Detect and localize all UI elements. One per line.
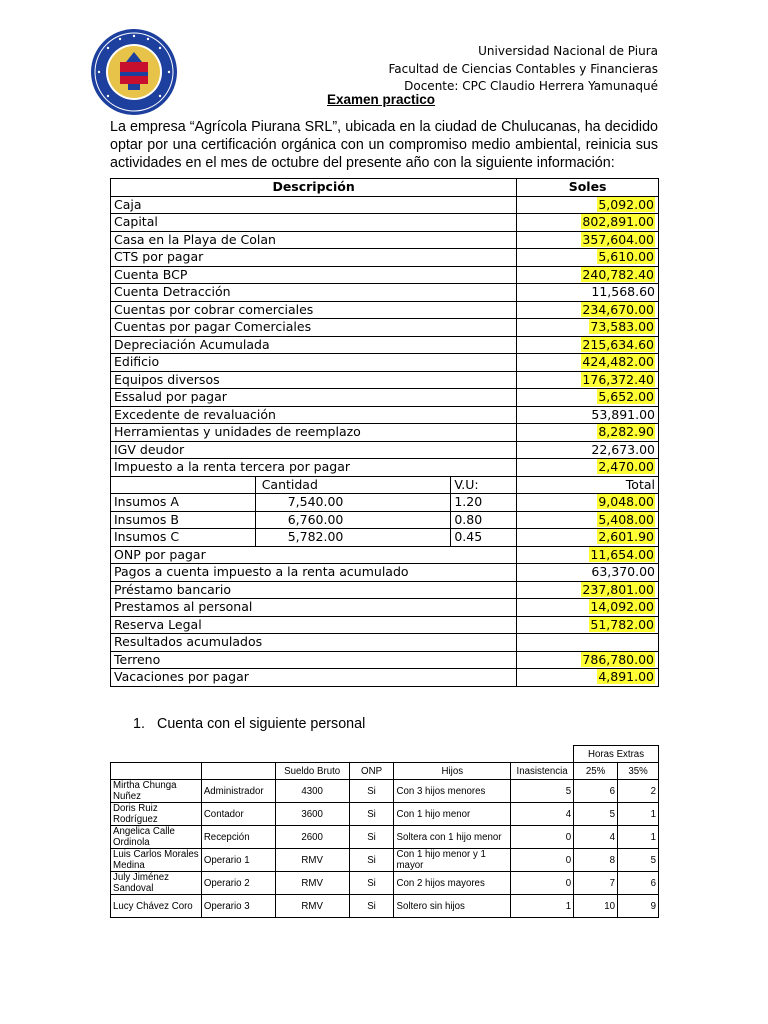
exam-title: Examen practico: [327, 92, 436, 107]
account-amount: 2,470.00: [598, 459, 654, 475]
intro-paragraph: La empresa “Agrícola Piurana SRL”, ubicada en la ciudad de Chulucanas, ha decidido optar por una certificación orgánica con un compromiso medio ambiental, reinicia sus actividades en el mes de octubre del presente año con la siguiente información:: [110, 119, 658, 171]
input-unit-value: 0.80: [451, 511, 517, 529]
account-amount-cell: [517, 599, 659, 617]
teacher-name: Docente: CPC Claudio Herrera Yamunaqué: [404, 79, 658, 93]
blank-cell: [111, 746, 202, 763]
account-description: IGV deudor: [111, 441, 517, 459]
staff-overtime-25: 7: [574, 872, 618, 895]
header-salary: Sueldo Bruto: [275, 763, 349, 780]
account-amount-cell: [517, 214, 659, 232]
account-amount-cell: [517, 336, 659, 354]
subheader-total: Total: [517, 476, 659, 494]
staff-onp: Si: [349, 872, 394, 895]
account-description: CTS por pagar: [111, 249, 517, 267]
account-description: Cuentas por pagar Comerciales: [111, 319, 517, 337]
col-description-header: Descripción: [111, 179, 517, 197]
account-description: Casa en la Playa de Colan: [111, 231, 517, 249]
account-description: Excedente de revaluación: [111, 406, 517, 424]
account-row: [111, 459, 659, 477]
account-description: Resultados acumulados: [111, 634, 517, 652]
account-amount: 53,891.00: [591, 406, 655, 422]
account-row: [111, 669, 659, 687]
staff-children: Con 3 hijos menores: [394, 780, 511, 803]
account-amount: 22,673.00: [591, 441, 655, 457]
staff-children: Con 1 hijo menor: [394, 803, 511, 826]
account-description: Cuentas por cobrar comerciales: [111, 301, 517, 319]
staff-salary: 4300: [275, 780, 349, 803]
account-row: [111, 406, 659, 424]
account-amount-cell: [517, 249, 659, 267]
staff-salary: 3600: [275, 803, 349, 826]
staff-salary: RMV: [275, 872, 349, 895]
account-amount: 14,092.00: [590, 599, 654, 615]
header-block: [388, 43, 658, 96]
header-ot-35: 35%: [618, 763, 659, 780]
list-text: Cuenta con el siguiente personal: [157, 716, 366, 732]
account-amount-cell: [517, 389, 659, 407]
header-ot-25: 25%: [574, 763, 618, 780]
account-amount: 424,482.00: [582, 354, 654, 370]
header-name-blank: [111, 763, 202, 780]
account-amount-cell: [517, 231, 659, 249]
staff-name: Lucy Chávez Coro: [111, 895, 202, 918]
account-row: [111, 424, 659, 442]
subheader-qty: Cantidad: [255, 476, 451, 494]
list-number: 1.: [133, 716, 145, 732]
account-amount-cell: [517, 581, 659, 599]
staff-row: [111, 803, 659, 826]
account-amount: 786,780.00: [582, 651, 654, 667]
account-row: [111, 319, 659, 337]
account-description: Prestamos al personal: [111, 599, 517, 617]
blank-cell: [275, 746, 349, 763]
input-total: 2,601.90: [598, 529, 654, 545]
staff-name: July Jiménez Sandoval: [111, 872, 202, 895]
account-amount: 234,670.00: [582, 301, 654, 317]
account-amount: 5,610.00: [598, 249, 654, 265]
staff-overtime-35: 5: [618, 849, 659, 872]
staff-absence: 1: [511, 895, 574, 918]
staff-onp: Si: [349, 780, 394, 803]
account-amount-cell: [517, 564, 659, 582]
staff-table: [110, 745, 659, 918]
staff-salary: RMV: [275, 895, 349, 918]
account-amount: 11,568.60: [591, 284, 655, 300]
account-amount: 4,891.00: [598, 669, 654, 685]
staff-row: [111, 849, 659, 872]
account-description: Equipos diversos: [111, 371, 517, 389]
account-amount: 5,092.00: [598, 196, 654, 212]
staff-salary: RMV: [275, 849, 349, 872]
blank-cell: [201, 746, 275, 763]
account-description: Herramientas y unidades de reemplazo: [111, 424, 517, 442]
account-amount: 63,370.00: [591, 564, 655, 580]
staff-overtime-35: 1: [618, 826, 659, 849]
account-description: Reserva Legal: [111, 616, 517, 634]
input-row: [111, 494, 659, 512]
staff-children: Soltero sin hijos: [394, 895, 511, 918]
input-total-cell: [517, 511, 659, 529]
inputs-subheader-row: [111, 476, 659, 494]
account-amount-cell: [517, 459, 659, 477]
account-row: [111, 249, 659, 267]
account-row: [111, 389, 659, 407]
account-description: Vacaciones por pagar: [111, 669, 517, 687]
staff-overtime-25: 5: [574, 803, 618, 826]
staff-children: Soltera con 1 hijo menor: [394, 826, 511, 849]
account-description: Terreno: [111, 651, 517, 669]
account-description: Essalud por pagar: [111, 389, 517, 407]
staff-children: Con 1 hijo menor y 1 mayor: [394, 849, 511, 872]
account-row: [111, 214, 659, 232]
account-description: Pagos a cuenta impuesto a la renta acumulado: [111, 564, 517, 582]
staff-role: Operario 2: [201, 872, 275, 895]
account-row: [111, 634, 659, 652]
staff-role: Administrador: [201, 780, 275, 803]
staff-overtime-35: 9: [618, 895, 659, 918]
account-amount: 357,604.00: [582, 231, 654, 247]
staff-role: Recepción: [201, 826, 275, 849]
account-row: [111, 651, 659, 669]
staff-onp: Si: [349, 803, 394, 826]
faculty-name: Facultad de Ciencias Contables y Financieras: [388, 61, 658, 76]
staff-name: Mirtha Chunga Nuñez: [111, 780, 202, 803]
account-amount: 237,801.00: [582, 581, 654, 597]
account-amount-cell: [517, 196, 659, 214]
header-onp: ONP: [349, 763, 394, 780]
account-amount-cell: [517, 634, 659, 652]
account-description: Impuesto a la renta tercera por pagar: [111, 459, 517, 477]
staff-overtime-25: 10: [574, 895, 618, 918]
account-amount-cell: [517, 651, 659, 669]
staff-onp: Si: [349, 849, 394, 872]
staff-overtime-35: 2: [618, 780, 659, 803]
account-row: [111, 231, 659, 249]
account-amount: 11,654.00: [590, 546, 654, 562]
input-name: Insumos B: [111, 511, 256, 529]
account-amount-cell: [517, 546, 659, 564]
blank-cell: [511, 746, 574, 763]
staff-name: Doris Ruiz Rodríguez: [111, 803, 202, 826]
account-description: ONP por pagar: [111, 546, 517, 564]
account-row: [111, 581, 659, 599]
account-amount: 8,282.90: [598, 424, 654, 440]
input-quantity: 5,782.00: [255, 529, 451, 547]
subheader-unit-value: V.U:: [451, 476, 517, 494]
account-description: Edificio: [111, 354, 517, 372]
account-amount-cell: [517, 319, 659, 337]
input-quantity: 6,760.00: [255, 511, 451, 529]
staff-absence: 0: [511, 826, 574, 849]
staff-role: Contador: [201, 803, 275, 826]
account-amount-cell: [517, 406, 659, 424]
account-amount: 51,782.00: [590, 616, 654, 632]
list-item-personnel: [133, 716, 365, 732]
input-unit-value: 1.20: [451, 494, 517, 512]
account-description: Capital: [111, 214, 517, 232]
staff-overtime-35: 1: [618, 803, 659, 826]
account-amount: 5,652.00: [598, 389, 654, 405]
account-amount-cell: [517, 371, 659, 389]
accounts-table: [110, 178, 659, 687]
account-amount-cell: [517, 441, 659, 459]
account-amount-cell: [517, 284, 659, 302]
account-amount-cell: [517, 424, 659, 442]
staff-row: [111, 872, 659, 895]
input-row: [111, 529, 659, 547]
account-row: [111, 599, 659, 617]
staff-row: [111, 895, 659, 918]
input-total: 9,048.00: [598, 494, 654, 510]
account-amount-cell: [517, 616, 659, 634]
account-row: [111, 564, 659, 582]
account-amount: 215,634.60: [582, 336, 654, 352]
account-description: Préstamo bancario: [111, 581, 517, 599]
staff-header-row: [111, 763, 659, 780]
university-name: Universidad Nacional de Piura: [478, 44, 658, 58]
staff-absence: 0: [511, 849, 574, 872]
col-soles-header: Soles: [517, 179, 659, 197]
account-amount: 176,372.40: [582, 371, 654, 387]
account-description: Cuenta Detracción: [111, 284, 517, 302]
blank-cell: [394, 746, 511, 763]
staff-overtime-25: 8: [574, 849, 618, 872]
header-children: Hijos: [394, 763, 511, 780]
staff-name: Angelica Calle Ordinola: [111, 826, 202, 849]
staff-row: [111, 780, 659, 803]
account-amount-cell: [517, 669, 659, 687]
staff-role: Operario 3: [201, 895, 275, 918]
account-row: [111, 196, 659, 214]
account-row: [111, 441, 659, 459]
overtime-header: Horas Extras: [574, 746, 659, 763]
staff-onp: Si: [349, 895, 394, 918]
account-amount: 802,891.00: [582, 214, 654, 230]
staff-absence: 0: [511, 872, 574, 895]
subheader-blank: [111, 476, 256, 494]
blank-cell: [349, 746, 394, 763]
input-quantity: 7,540.00: [255, 494, 451, 512]
input-total-cell: [517, 529, 659, 547]
account-row: [111, 336, 659, 354]
staff-overtime-header-row: [111, 746, 659, 763]
account-row: [111, 371, 659, 389]
staff-salary: 2600: [275, 826, 349, 849]
account-description: Caja: [111, 196, 517, 214]
input-name: Insumos A: [111, 494, 256, 512]
university-seal-logo: [90, 28, 178, 116]
staff-name: Luis Carlos Morales Medina: [111, 849, 202, 872]
account-row: [111, 616, 659, 634]
staff-onp: Si: [349, 826, 394, 849]
input-unit-value: 0.45: [451, 529, 517, 547]
account-amount: 73,583.00: [590, 319, 654, 335]
header-role-blank: [201, 763, 275, 780]
input-total: 5,408.00: [598, 511, 654, 527]
staff-children: Con 2 hijos mayores: [394, 872, 511, 895]
account-amount-cell: [517, 354, 659, 372]
account-row: [111, 546, 659, 564]
staff-overtime-25: 4: [574, 826, 618, 849]
account-amount: 240,782.40: [582, 266, 654, 282]
account-description: Depreciación Acumulada: [111, 336, 517, 354]
input-name: Insumos C: [111, 529, 256, 547]
account-row: [111, 266, 659, 284]
account-row: [111, 284, 659, 302]
input-row: [111, 511, 659, 529]
staff-overtime-25: 6: [574, 780, 618, 803]
account-row: [111, 354, 659, 372]
account-amount-cell: [517, 266, 659, 284]
account-amount-cell: [517, 301, 659, 319]
staff-overtime-35: 6: [618, 872, 659, 895]
account-description: Cuenta BCP: [111, 266, 517, 284]
header-absence: Inasistencia: [511, 763, 574, 780]
staff-absence: 4: [511, 803, 574, 826]
input-total-cell: [517, 494, 659, 512]
staff-role: Operario 1: [201, 849, 275, 872]
staff-absence: 5: [511, 780, 574, 803]
account-row: [111, 301, 659, 319]
staff-row: [111, 826, 659, 849]
